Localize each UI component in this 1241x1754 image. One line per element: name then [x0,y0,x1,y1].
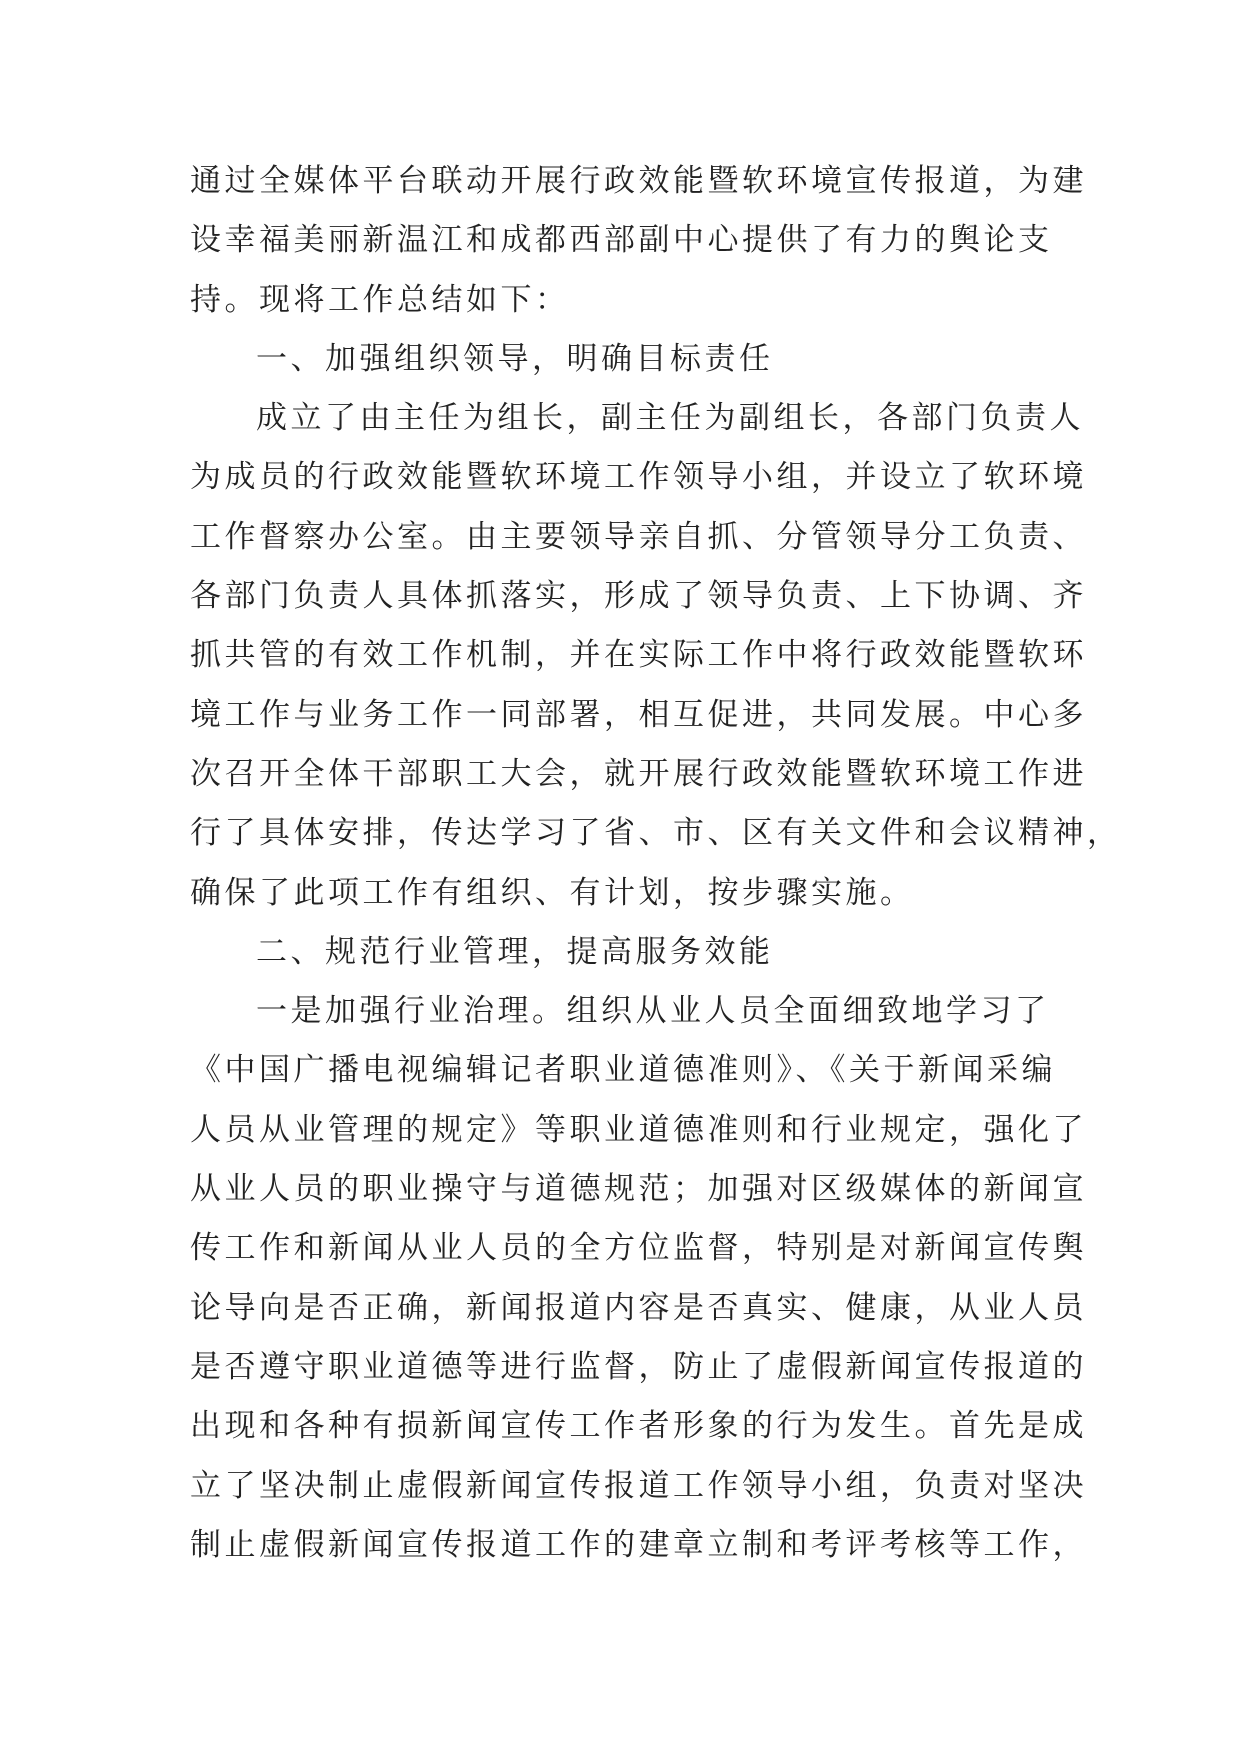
text-line: 各部门负责人具体抓落实，形成了领导负责、上下协调、齐 [190,578,1087,615]
text-line: 通过全媒体平台联动开展行政效能暨软环境宣传报道，为建 [190,163,1087,199]
text-line: 立了坚决制止虚假新闻宣传报道工作领导小组，负责对坚决 [190,1467,1087,1504]
text-line: 人员从业管理的规定》等职业道德准则和行业规定，强化了 [190,1111,1087,1148]
text-line: 工作督察办公室。由主要领导亲自抓、分管领导分工负责、 [190,518,1087,555]
text-line: 行了具体安排，传达学习了省、市、区有关文件和会议精神， [190,815,1122,852]
text-line: 制止虚假新闻宣传报道工作的建章立制和考评考核等工作， [190,1526,1087,1563]
text-line: 设幸福美丽新温江和成都西部副中心提供了有力的舆论支 [190,222,1053,259]
text-line: 《中国广播电视编辑记者职业道德准则》、《关于新闻采编 [190,1052,1056,1089]
text-line: 二、规范行业管理，提高服务效能 [256,933,774,970]
text-line: 成立了由主任为组长，副主任为副组长，各部门负责人 [256,400,1084,437]
text-line: 是否遵守职业道德等进行监督，防止了虚假新闻宣传报道的 [190,1348,1087,1385]
text-line: 抓共管的有效工作机制，并在实际工作中将行政效能暨软环 [190,637,1087,674]
text-line: 确保了此项工作有组织、有计划，按步骤实施。 [190,874,915,911]
text-line: 次召开全体干部职工大会，就开展行政效能暨软环境工作进 [190,755,1087,792]
text-line: 从业人员的职业操守与道德规范；加强对区级媒体的新闻宣 [190,1171,1087,1208]
text-line: 境工作与业务工作一同部署，相互促进，共同发展。中心多 [190,696,1087,733]
text-line: 一、加强组织领导，明确目标责任 [256,340,774,377]
text-line: 为成员的行政效能暨软环境工作领导小组，并设立了软环境 [190,459,1087,496]
text-line: 一是加强行业治理。组织从业人员全面细致地学习了 [256,993,1050,1030]
text-line: 出现和各种有损新闻宣传工作者形象的行为发生。首先是成 [190,1408,1087,1445]
text-line: 传工作和新闻从业人员的全方位监督，特别是对新闻宣传舆 [190,1230,1087,1267]
document-body [190,152,1122,1575]
text-line: 论导向是否正确，新闻报道内容是否真实、健康，从业人员 [190,1289,1087,1326]
text-line: 持。现将工作总结如下： [190,281,570,318]
